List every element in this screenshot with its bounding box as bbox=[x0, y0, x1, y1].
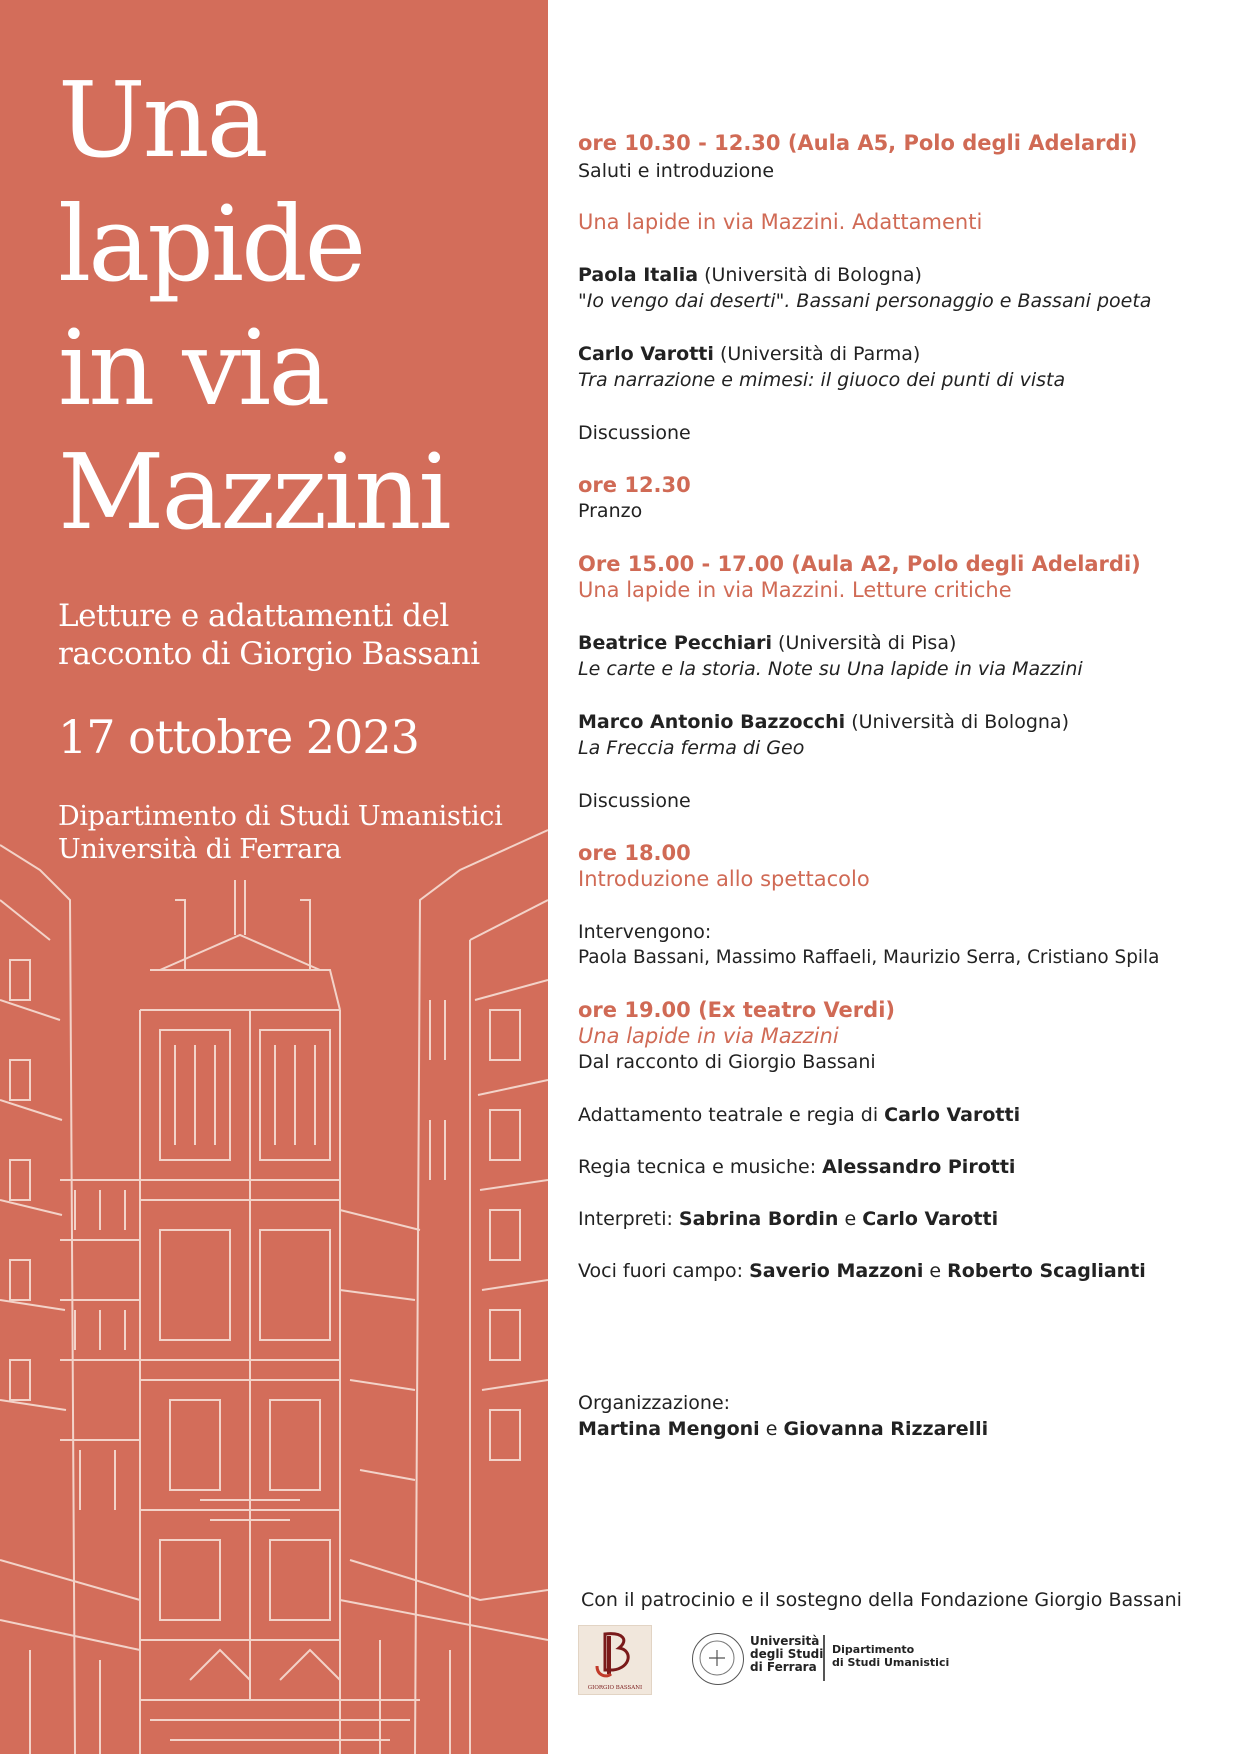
talk-2-affiliation: (Università di Parma) bbox=[713, 343, 921, 365]
performer-2: Carlo Varotti bbox=[862, 1208, 999, 1230]
session-3-time: ore 18.00 bbox=[578, 841, 691, 865]
title-line-1: Una bbox=[58, 59, 266, 181]
fondazione-monogram-icon bbox=[579, 1626, 651, 1682]
organizer-1: Martina Mengoni bbox=[578, 1418, 760, 1440]
organizer-department bbox=[58, 800, 502, 866]
title-line-3: in via bbox=[58, 307, 328, 429]
voices-and: e bbox=[923, 1260, 948, 1282]
fondazione-bassani-logo bbox=[578, 1625, 652, 1695]
session-1-title: Una lapide in via Mazzini. Adattamenti bbox=[578, 210, 983, 234]
department-line-1: Dipartimento di Studi Umanistici bbox=[58, 801, 503, 832]
tech-label: Regia tecnica e musiche: bbox=[578, 1156, 823, 1178]
lunch: Pranzo bbox=[578, 500, 643, 522]
session-3-title: Introduzione allo spettacolo bbox=[578, 867, 870, 891]
university-seal-icon bbox=[692, 1633, 744, 1685]
organization-and: e bbox=[759, 1418, 784, 1440]
organization-label: Organizzazione: bbox=[578, 1392, 731, 1414]
university-name bbox=[750, 1635, 823, 1674]
dept-logo-line-1: Dipartimento bbox=[832, 1643, 915, 1656]
subtitle-line-2: racconto di Giorgio Bassani bbox=[58, 636, 480, 672]
program-panel bbox=[578, 0, 1228, 1754]
title-line-2: lapide bbox=[58, 183, 364, 305]
talk-3-affiliation: (Università di Pisa) bbox=[772, 632, 957, 654]
title-line-4: Mazzini bbox=[58, 431, 449, 553]
organizer-2: Giovanna Rizzarelli bbox=[783, 1418, 989, 1440]
session-1-time: ore 10.30 - 12.30 (Aula A5, Polo degli Adelardi) bbox=[578, 131, 1138, 155]
sponsor-logos bbox=[578, 1625, 1178, 1695]
talk-2-speaker: Carlo Varotti bbox=[578, 343, 714, 365]
talk-1-affiliation: (Università di Bologna) bbox=[698, 264, 922, 286]
department-logo-text bbox=[832, 1643, 949, 1669]
talk-1-speaker-line bbox=[578, 262, 922, 288]
seal-emblem-icon bbox=[693, 1634, 743, 1684]
fondazione-caption: GIORGIO BASSANI bbox=[587, 1685, 643, 1691]
university-line-3: di Ferrara bbox=[750, 1660, 817, 1674]
university-line-2: degli Studi bbox=[750, 1647, 824, 1661]
talk-3-speaker: Beatrice Pecchiari bbox=[578, 632, 772, 654]
organization-names bbox=[578, 1416, 988, 1442]
poster-subtitle bbox=[58, 597, 480, 673]
performers-label: Interpreti: bbox=[578, 1208, 679, 1230]
adaptation-label: Adattamento teatrale e regia di bbox=[578, 1104, 885, 1126]
tech-name: Alessandro Pirotti bbox=[822, 1156, 1016, 1178]
speakers-label: Intervengono: bbox=[578, 921, 712, 943]
tech-credit bbox=[578, 1154, 1015, 1180]
event-date: 17 ottobre 2023 bbox=[58, 710, 419, 764]
dept-logo-line-2: di Studi Umanistici bbox=[832, 1656, 950, 1669]
session-2-title: Una lapide in via Mazzini. Letture critiche bbox=[578, 578, 1012, 602]
session-2-time: Ore 15.00 - 17.00 (Aula A2, Polo degli Adelardi) bbox=[578, 552, 1141, 576]
talk-4-speaker-line bbox=[578, 709, 1069, 735]
patronage-note: Con il patrocinio e il sostegno della Fondazione Giorgio Bassani bbox=[581, 1589, 1182, 1611]
session-4-source: Dal racconto di Giorgio Bassani bbox=[578, 1051, 876, 1073]
talk-3-title: Le carte e la storia. Note su Una lapide in via Mazzini bbox=[578, 658, 1083, 680]
poster-title bbox=[58, 58, 449, 554]
adaptation-name: Carlo Varotti bbox=[884, 1104, 1021, 1126]
talk-1-title: "Io vengo dai deserti". Bassani personaggio e Bassani poeta bbox=[578, 290, 1152, 312]
speakers-list: Paola Bassani, Massimo Raffaeli, Maurizio Serra, Cristiano Spila bbox=[578, 947, 1160, 968]
session-1-intro: Saluti e introduzione bbox=[578, 160, 775, 182]
voice-1: Saverio Mazzoni bbox=[749, 1260, 924, 1282]
talk-2-title: Tra narrazione e mimesi: il giuoco dei punti di vista bbox=[578, 369, 1066, 391]
performers-credit bbox=[578, 1206, 998, 1232]
discussion-2: Discussione bbox=[578, 790, 691, 812]
talk-1-speaker: Paola Italia bbox=[578, 264, 699, 286]
performers-and: e bbox=[838, 1208, 863, 1230]
voices-label: Voci fuori campo: bbox=[578, 1260, 750, 1282]
talk-4-title: La Freccia ferma di Geo bbox=[578, 737, 805, 759]
performer-1: Sabrina Bordin bbox=[678, 1208, 839, 1230]
lunch-time: ore 12.30 bbox=[578, 473, 691, 497]
talk-2-speaker-line bbox=[578, 341, 920, 367]
logo-divider bbox=[823, 1635, 825, 1681]
talk-3-speaker-line bbox=[578, 630, 956, 656]
adaptation-credit bbox=[578, 1102, 1020, 1128]
session-4-time: ore 19.00 (Ex teatro Verdi) bbox=[578, 998, 895, 1022]
left-panel bbox=[0, 0, 548, 1754]
department-line-2: Università di Ferrara bbox=[58, 834, 342, 865]
voices-credit bbox=[578, 1258, 1146, 1284]
discussion-1: Discussione bbox=[578, 422, 691, 444]
talk-4-speaker: Marco Antonio Bazzocchi bbox=[578, 711, 846, 733]
talk-4-affiliation: (Università di Bologna) bbox=[845, 711, 1069, 733]
subtitle-line-1: Letture e adattamenti del bbox=[58, 598, 449, 634]
voice-2: Roberto Scaglianti bbox=[947, 1260, 1146, 1282]
session-4-title: Una lapide in via Mazzini bbox=[578, 1024, 839, 1048]
university-line-1: Università bbox=[750, 1634, 820, 1648]
